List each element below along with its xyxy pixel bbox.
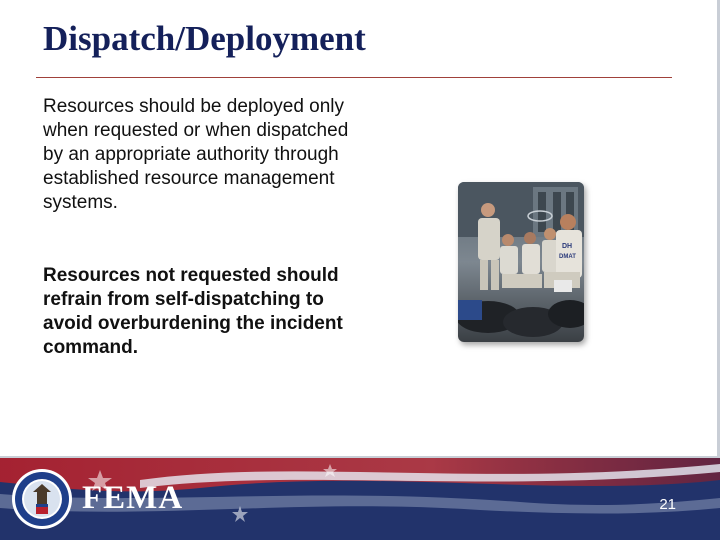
svg-text:DMAT: DMAT: [559, 254, 576, 260]
body-paragraph-self-dispatch: Resources not requested should refrain from self-dispatching to avoid overburdening the incident command.: [43, 265, 343, 358]
fema-wordmark: FEMA: [82, 480, 184, 516]
slide-title: Dispatch/Deployment: [43, 19, 366, 58]
body-paragraph-deployment: Resources should be deployed only when requested or when dispatched by an appropriate authority through established resource management systems.: [43, 96, 349, 213]
footer-banner: [0, 458, 720, 540]
title-divider: [36, 77, 672, 78]
responders-photo: [458, 182, 584, 342]
page-number: 21: [659, 496, 676, 513]
dhs-seal-icon: [11, 468, 73, 530]
svg-text:DH: DH: [562, 243, 573, 250]
